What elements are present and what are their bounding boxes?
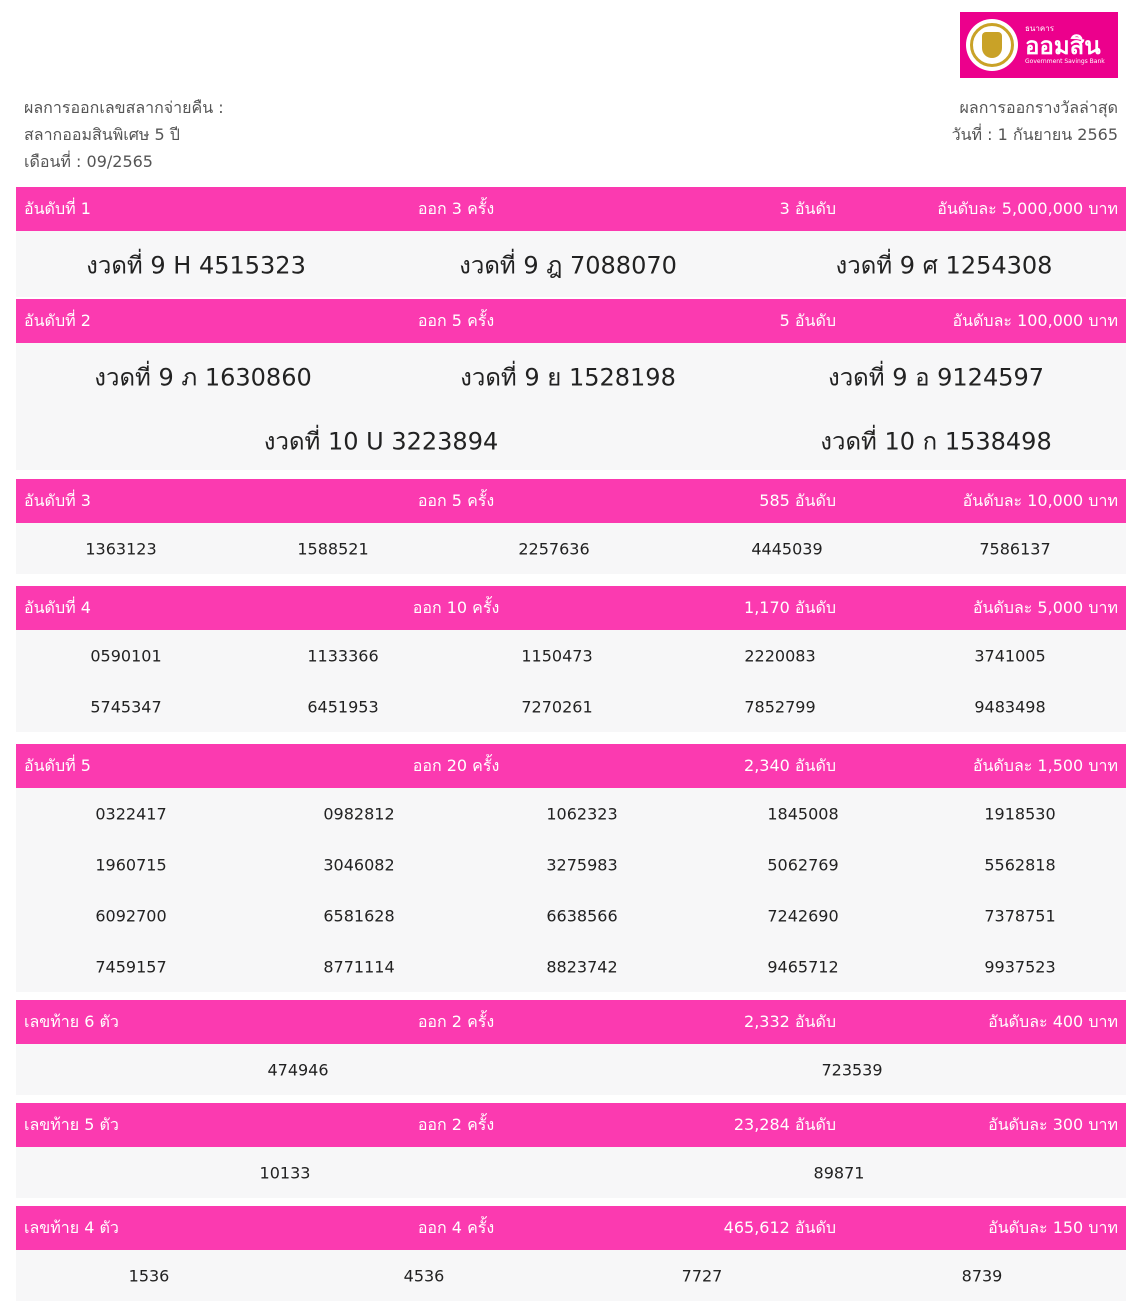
prize-section-2 [16, 299, 1126, 470]
winning-number: 6451953 [307, 697, 379, 717]
prize-amount: อันดับละ 5,000 บาท [972, 598, 1118, 617]
prize-draw-times: ออก 5 ครั้ง [417, 491, 495, 510]
winning-number: 1588521 [297, 539, 369, 559]
winning-number: 1960715 [95, 855, 167, 875]
winning-number: 3275983 [546, 855, 618, 875]
prize-numbers [16, 1250, 1126, 1301]
winning-number: งวดที่ 10 ก 1538498 [820, 427, 1052, 456]
winning-number: 6638566 [546, 906, 618, 926]
winning-number: 7242690 [767, 906, 839, 926]
prize-rank: อันดับที่ 4 [24, 598, 91, 617]
prize-amount: อันดับละ 5,000,000 บาท [937, 199, 1118, 218]
prize-amount: อันดับละ 300 บาท [988, 1115, 1118, 1134]
winning-number: 723539 [821, 1060, 883, 1080]
prize-numbers [16, 231, 1126, 297]
winning-number: 8771114 [323, 957, 395, 977]
winning-number: งวดที่ 9 ฎ 7088070 [459, 251, 677, 280]
prize-numbers [16, 630, 1126, 732]
bank-seal-icon [966, 19, 1018, 71]
winning-number: 8823742 [546, 957, 618, 977]
winning-number: 474946 [267, 1060, 329, 1080]
winning-number: 1536 [128, 1266, 170, 1286]
prize-rank: เลขท้าย 5 ตัว [24, 1115, 119, 1134]
prize-section-5 [16, 744, 1126, 992]
prize-count: 2,340 อันดับ [744, 756, 836, 775]
prize-header [16, 744, 1126, 788]
winning-number: 7727 [681, 1266, 723, 1286]
winning-number: 9465712 [767, 957, 839, 977]
logo-main-text: ออมสิน [1025, 32, 1101, 60]
prize-numbers [16, 523, 1126, 574]
winning-number: 1150473 [521, 646, 593, 666]
prize-count: 2,332 อันดับ [744, 1012, 836, 1031]
winning-number: 2220083 [744, 646, 816, 666]
winning-number: 5745347 [90, 697, 162, 717]
winning-number: 9937523 [984, 957, 1056, 977]
prize-draw-times: ออก 5 ครั้ง [417, 311, 495, 330]
prize-numbers [16, 1044, 1126, 1095]
winning-number: งวดที่ 9 ย 1528198 [460, 363, 676, 392]
winning-number: 7852799 [744, 697, 816, 717]
prize-header [16, 1000, 1126, 1044]
bank-logo-text [1025, 25, 1105, 65]
winning-number: 1062323 [546, 804, 618, 824]
winning-number: 1918530 [984, 804, 1056, 824]
winning-number: 89871 [813, 1163, 865, 1183]
prize-section-4 [16, 586, 1126, 732]
prize-count: 465,612 อันดับ [723, 1218, 836, 1237]
winning-number: งวดที่ 10 U 3223894 [263, 427, 499, 456]
prize-draw-times: ออก 2 ครั้ง [417, 1012, 495, 1031]
prize-numbers [16, 343, 1126, 470]
prize-header [16, 1103, 1126, 1147]
prize-draw-times: ออก 10 ครั้ง [412, 598, 500, 617]
draw-info [952, 96, 1118, 150]
prize-header [16, 299, 1126, 343]
prize-rank: เลขท้าย 6 ตัว [24, 1012, 119, 1031]
winning-number: งวดที่ 9 ศ 1254308 [835, 251, 1053, 280]
prize-draw-times: ออก 2 ครั้ง [417, 1115, 495, 1134]
lottery-month: เดือนที่ : 09/2565 [24, 152, 153, 171]
draw-info-title: ผลการออกรางวัลล่าสุด [959, 98, 1118, 117]
prize-amount: อันดับละ 400 บาท [988, 1012, 1118, 1031]
prize-section-last4 [16, 1206, 1126, 1301]
prize-section-last5 [16, 1103, 1126, 1198]
winning-number: 6092700 [95, 906, 167, 926]
winning-number: 10133 [259, 1163, 311, 1183]
prize-rank: อันดับที่ 1 [24, 199, 91, 218]
prize-rank: อันดับที่ 3 [24, 491, 91, 510]
bank-logo [960, 12, 1118, 78]
winning-number: 3046082 [323, 855, 395, 875]
winning-number: 9483498 [974, 697, 1046, 717]
lottery-info [24, 96, 224, 177]
winning-number: 0590101 [90, 646, 162, 666]
winning-number: 7270261 [521, 697, 593, 717]
prize-draw-times: ออก 20 ครั้ง [412, 756, 500, 775]
prize-amount: อันดับละ 1,500 บาท [972, 756, 1118, 775]
winning-number: 7586137 [979, 539, 1051, 559]
winning-number: 5062769 [767, 855, 839, 875]
lottery-info-title: ผลการออกเลขสลากจ่ายคืน : [24, 98, 224, 117]
prize-amount: อันดับละ 10,000 บาท [962, 491, 1118, 510]
winning-number: 1845008 [767, 804, 839, 824]
prize-draw-times: ออก 4 ครั้ง [417, 1218, 495, 1237]
winning-number: 4445039 [751, 539, 823, 559]
prize-count: 23,284 อันดับ [733, 1115, 836, 1134]
winning-number: งวดที่ 9 ภ 1630860 [94, 363, 312, 392]
winning-number: 7378751 [984, 906, 1056, 926]
prize-amount: อันดับละ 100,000 บาท [952, 311, 1118, 330]
draw-date: วันที่ : 1 กันยายน 2565 [951, 125, 1118, 144]
logo-small-text: ธนาคาร [1025, 24, 1054, 33]
winning-number: 0322417 [95, 804, 167, 824]
winning-number: 5562818 [984, 855, 1056, 875]
prize-section-1 [16, 187, 1126, 297]
winning-number: 0982812 [323, 804, 395, 824]
prize-numbers [16, 1147, 1126, 1198]
prize-rank: อันดับที่ 5 [24, 756, 91, 775]
prize-header [16, 479, 1126, 523]
winning-number: 7459157 [95, 957, 167, 977]
winning-number: 4536 [403, 1266, 445, 1286]
prize-rank: อันดับที่ 2 [24, 311, 91, 330]
prize-draw-times: ออก 3 ครั้ง [417, 199, 495, 218]
winning-number: งวดที่ 9 อ 9124597 [827, 363, 1045, 392]
lottery-type: สลากออมสินพิเศษ 5 ปี [24, 125, 180, 144]
prize-count: 3 อันดับ [779, 199, 836, 218]
winning-number: 6581628 [323, 906, 395, 926]
logo-english-text: Government Savings Bank [1025, 58, 1105, 65]
winning-number: 1133366 [307, 646, 379, 666]
prize-numbers [16, 788, 1126, 992]
prize-header [16, 586, 1126, 630]
winning-number: 2257636 [518, 539, 590, 559]
winning-number: 3741005 [974, 646, 1046, 666]
prize-count: 585 อันดับ [759, 491, 836, 510]
winning-number: 1363123 [85, 539, 157, 559]
prize-header [16, 1206, 1126, 1250]
winning-number: งวดที่ 9 H 4515323 [86, 251, 306, 280]
prize-amount: อันดับละ 150 บาท [988, 1218, 1118, 1237]
prize-count: 5 อันดับ [779, 311, 836, 330]
prize-rank: เลขท้าย 4 ตัว [24, 1218, 119, 1237]
prize-section-last6 [16, 1000, 1126, 1095]
prize-count: 1,170 อันดับ [744, 598, 836, 617]
prize-section-3 [16, 479, 1126, 574]
winning-number: 8739 [961, 1266, 1003, 1286]
prize-header [16, 187, 1126, 231]
